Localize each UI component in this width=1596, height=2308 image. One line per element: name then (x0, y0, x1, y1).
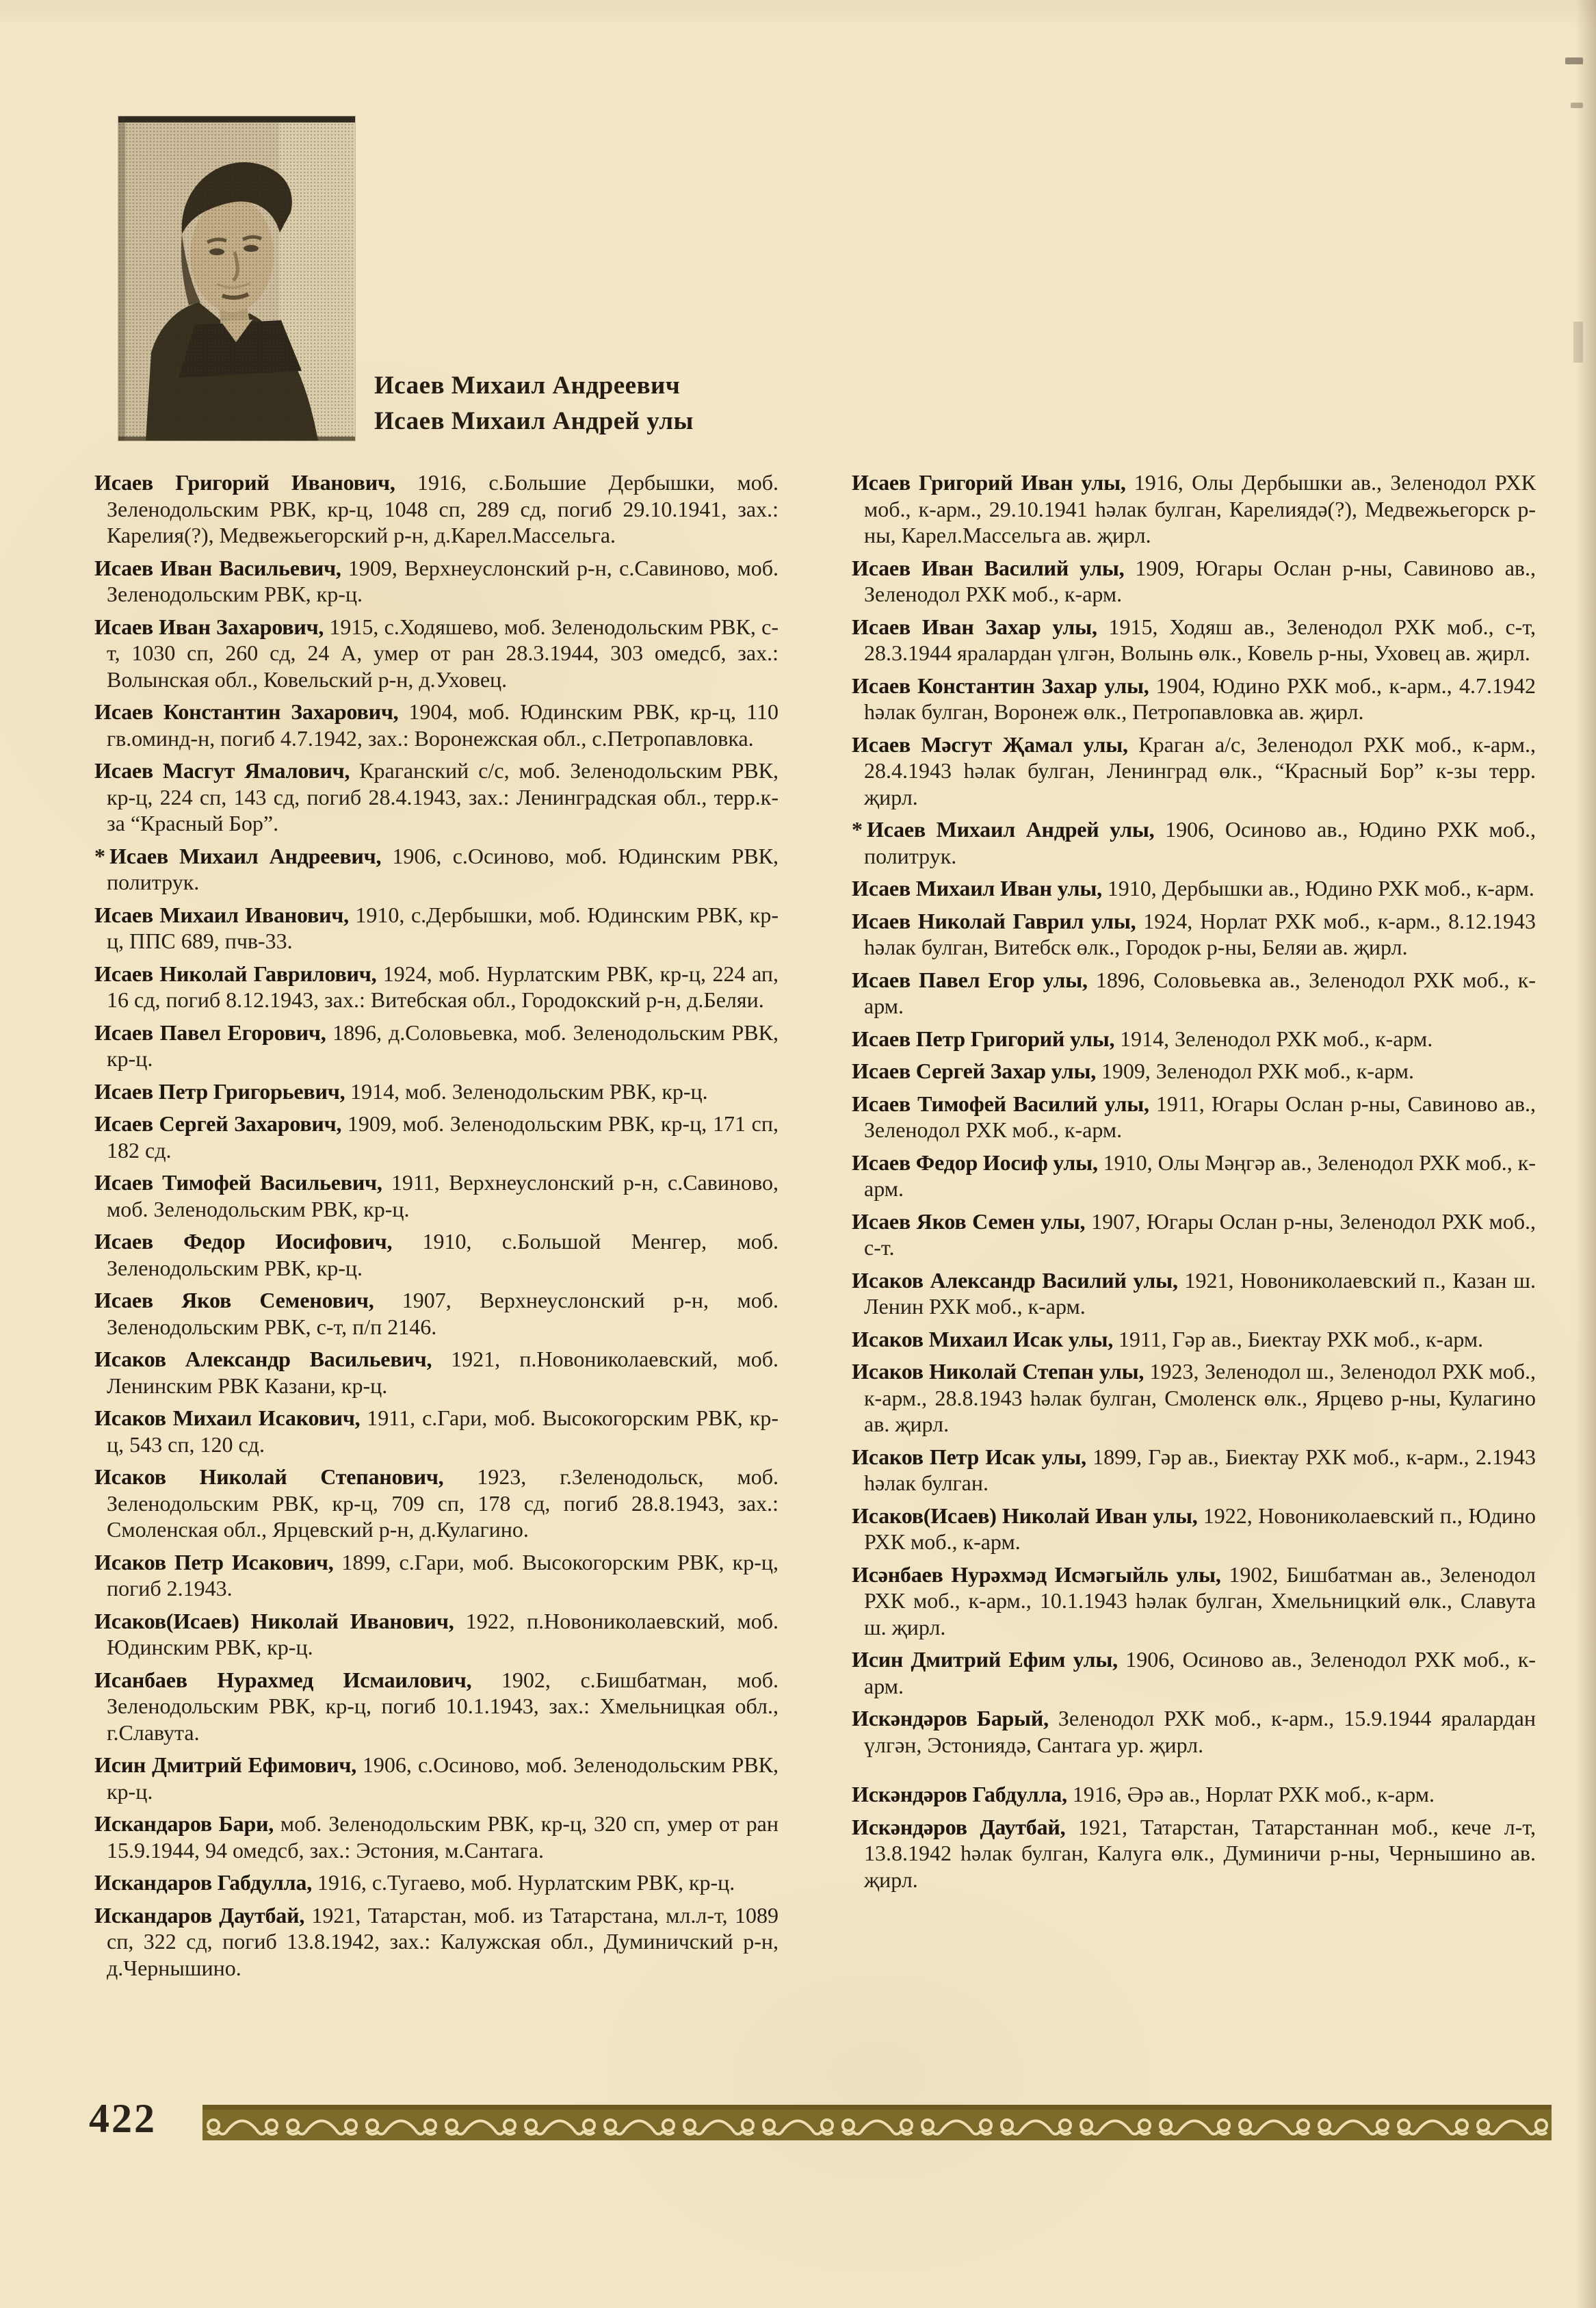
memorial-entry (852, 1358, 1536, 1438)
entry-details: 1916, Олы Дербышки ав., Зеленодол РХК моб., к-арм., 29.10.1941 һәлак булган, Карелиядә(?), Медвежьегорск р-ны, Карел.Массельга ав. җирл. (864, 470, 1536, 547)
memorial-photo (118, 116, 355, 441)
memorial-entry (852, 1781, 1536, 1808)
entry-name: Исаев Григорий Иван улы, (852, 470, 1134, 495)
page-number: 422 (89, 2096, 157, 2141)
entry-details: 1924, Норлат РХК моб., к-арм., 8.12.1943 һәлак булган, Витебск өлк., Городок р-ны, Беляи ав. җирл. (864, 908, 1536, 959)
photo-caption-russian: Исаев Михаил Андреевич (374, 372, 681, 400)
memorial-entry (852, 555, 1536, 608)
entry-details: 1911, Верхнеуслонский р-н, с.Савиново, моб. Зеленодольским РВК, кр-ц. (107, 1170, 779, 1221)
entry-details: 1906, с.Осиново, моб. Зеленодольским РВК, кр-ц. (107, 1752, 779, 1804)
entry-details: 1907, Югары Ослан р-ны, Зеленодол РХК моб., с-т. (864, 1208, 1536, 1260)
entry-details: 1896, Соловьевка ав., Зеленодол РХК моб., к-арм. (864, 967, 1536, 1018)
memorial-entry (852, 1444, 1536, 1496)
memorial-entry (852, 1705, 1536, 1758)
entry-name: Исаков Александр Васильевич, (94, 1347, 452, 1371)
entry-name: Исаев Михаил Андреевич, (109, 843, 393, 868)
memorial-entry (852, 731, 1536, 811)
entry-name: Исәнбаев Нурәхмәд Исмәгыйль улы, (852, 1561, 1229, 1587)
entry-name: Исаев Яков Семенович, (94, 1288, 402, 1312)
entry-name: Исаков Николай Степан улы, (852, 1359, 1150, 1384)
entry-details: 1909, Верхнеуслонский р-н, с.Савиново, моб. Зеленодольским РВК, кр-ц. (107, 555, 779, 606)
entry-details: 1906, Осиново ав., Зеленодол РХК моб., к-арм. (864, 1647, 1536, 1698)
memorial-entry (94, 1667, 779, 1746)
entry-details: 1916, с.Тугаево, моб. Нурлатским РВК, кр-ц. (317, 1870, 735, 1895)
memorial-entry (852, 1026, 1536, 1052)
entry-details: 1915, с.Ходяшево, моб. Зеленодольским РВК, с-т, 1030 сп, 260 сд, 24 А, умер от ран 28.3.1944, 303 омедсб, зах.: Волынская обл., Ковельский р-н, д.Уховец. (107, 614, 779, 692)
entry-name: Исаев Масгут Ямалович, (94, 758, 360, 783)
column-russian-entries (94, 469, 779, 1987)
column-tatar-entries (852, 469, 1536, 1899)
entry-name: Исаев Константин Захар улы, (852, 673, 1156, 698)
scan-artifact (1571, 103, 1583, 108)
memorial-entry (852, 614, 1536, 666)
memorial-entry (94, 1287, 779, 1340)
entry-name: Искәндәров Габдулла, (852, 1782, 1073, 1806)
entry-details: 1909, моб. Зеленодольским РВК, кр-ц, 171 сп, 182 сд. (107, 1111, 779, 1163)
entry-name: Искандаров Габдулла, (94, 1870, 317, 1895)
entry-name: Исаков Николай Степанович, (94, 1464, 478, 1489)
memorial-entry (852, 1058, 1536, 1085)
entry-name: Исаев Николай Гаврилович, (94, 961, 383, 986)
memorial-entry (94, 1020, 779, 1072)
entry-details: 1921, Татарстан, моб. из Татарстана, мл.л-т, 1089 сп, 322 сд, погиб 13.8.1942, зах.: Калужская обл., Думиничский р-н, д.Чернышино. (107, 1902, 779, 1980)
photo-caption (374, 368, 694, 439)
entry-details: 1914, моб. Зеленодольским РВК, кр-ц. (350, 1078, 708, 1104)
entry-details: 1904, моб. Юдинским РВК, кр-ц, 110 гв.оминд-н, погиб 4.7.1942, зах.: Воронежская обл., с.Петропавловка. (107, 699, 779, 751)
entry-details: Краган а/с, Зеленодол РХК моб., к-арм., 28.4.1943 һәлак булган, Ленинград өлк., “Красный Бор” к-зы терр. җирл. (864, 731, 1536, 809)
memorial-entry (852, 816, 1536, 869)
entry-name: Исаев Михаил Иван улы, (852, 876, 1108, 900)
memorial-entry (852, 1091, 1536, 1143)
memorial-entry (94, 1811, 779, 1863)
memorial-entry (94, 469, 779, 549)
entry-name: Исин Дмитрий Ефимович, (94, 1752, 363, 1777)
entry-name: Исаков(Исаев) Николай Иванович, (94, 1608, 466, 1633)
entry-name: Искәндәров Барый, (852, 1706, 1058, 1730)
entry-details: 1911, Гәр ав., Биектау РХК моб., к-арм. (1118, 1326, 1484, 1351)
entry-details: 1906, Осиново ав., Юдино РХК моб., политрук. (864, 817, 1536, 868)
entry-details: 1911, с.Гари, моб. Высокогорским РВК, кр-ц, 543 сп, 120 сд. (107, 1405, 779, 1457)
memorial-entry (94, 699, 779, 751)
memorial-entry (94, 1869, 779, 1896)
memorial-entry (852, 1561, 1536, 1641)
entry-name: Исаков Михаил Исакович, (94, 1405, 367, 1430)
memorial-entry (94, 1902, 779, 1982)
entry-name: Исаев Петр Григорий улы, (852, 1026, 1121, 1051)
entry-name: Исаев Константин Захарович, (94, 699, 409, 724)
memorial-entry (94, 1111, 779, 1163)
entry-name: Исаев Сергей Захарович, (94, 1111, 348, 1136)
ornament-band-graphic (202, 2105, 1552, 2140)
entry-details: 1899, с.Гари, моб. Высокогорским РВК, кр-ц, погиб 2.1943. (107, 1549, 779, 1600)
entry-name: Исаев Иван Захарович, (94, 614, 330, 639)
memorial-entry (94, 843, 779, 896)
scan-artifact (1565, 57, 1583, 64)
entry-details: 1902, с.Бишбатман, моб. Зеленодольским РВК, кр-ц, погиб 10.1.1943, зах.: Хмельницкая обл., г.Славута. (107, 1667, 779, 1745)
entry-details: 1909, Зеленодол РХК моб., к-арм. (1101, 1059, 1414, 1083)
entry-name: Исаев Павел Егор улы, (852, 967, 1096, 992)
entry-details: 1904, Юдино РХК моб., к-арм., 4.7.1942 һәлак булган, Воронеж өлк., Петропавловка ав. җирл. (864, 673, 1536, 724)
entry-details: 1914, Зеленодол РХК моб., к-арм. (1120, 1026, 1433, 1051)
entry-details: Зеленодол РХК моб., к-арм., 15.9.1944 яралардан үлгән, Эстониядә, Сантага ур. җирл. (864, 1706, 1536, 1757)
entry-name: Исаев Яков Семен улы, (852, 1208, 1092, 1234)
memorial-entry (94, 1608, 779, 1661)
entry-name: Исаев Иван Васильевич, (94, 555, 348, 580)
memorial-entry (94, 961, 779, 1013)
entry-details: 1916, с.Большие Дербышки, моб. Зеленодольским РВК, кр-ц, 1048 сп, 289 сд, погиб 29.10.1941, зах.: Карелия(?), Медвежьегорский р-н, д.Карел.Массельга. (107, 470, 779, 547)
memorial-entry (852, 1646, 1536, 1699)
entry-details: 1922, п.Новониколаевский, моб. Юдинским РВК, кр-ц. (107, 1608, 779, 1659)
memorial-entry (852, 875, 1536, 902)
entry-name: Исаков Петр Исакович, (94, 1549, 342, 1574)
entry-name: Исаев Федор Иосифович, (94, 1229, 423, 1254)
memorial-entry (852, 1814, 1536, 1893)
memorial-entry (852, 1326, 1536, 1353)
entry-name: Исаев Иван Захар улы, (852, 614, 1109, 639)
entry-name: Исаев Петр Григорьевич, (94, 1078, 351, 1104)
entry-details: 1902, Бишбатман ав., Зеленодол РХК моб., к-арм., 10.1.1943 һәлак булган, Хмельницкий өлк., Славута ш. җирл. (864, 1561, 1536, 1639)
entry-name: Исаев Павел Егорович, (94, 1020, 333, 1045)
memorial-entry (852, 1208, 1536, 1261)
memorial-entry (852, 1503, 1536, 1555)
entry-details: 1910, с.Большой Менгер, моб. Зеленодольским РВК, кр-ц. (107, 1229, 779, 1280)
entry-details: Краганский с/с, моб. Зеленодольским РВК, кр-ц, 224 сп, 143 сд, погиб 28.4.1943, зах.: Ленинградская обл., терр.к-за “Красный Бор”. (107, 758, 779, 835)
memorial-entry (852, 1267, 1536, 1320)
entry-details: 1910, Олы Мәңгәр ав., Зеленодол РХК моб., к-арм. (864, 1150, 1536, 1201)
memorial-entry (852, 967, 1536, 1020)
memorial-entry (94, 1169, 779, 1222)
entry-details: 1922, Новониколаевский п., Юдино РХК моб., к-арм. (864, 1503, 1536, 1554)
entry-name: Исаков Михаил Исак улы, (852, 1326, 1118, 1351)
memorial-entry (94, 1752, 779, 1804)
memorial-entry (94, 1549, 779, 1602)
memorial-entry (94, 1228, 779, 1281)
entry-name: Исаев Тимофей Василий улы, (852, 1091, 1156, 1116)
photo-caption-tatar: Исаев Михаил Андрей улы (374, 407, 694, 435)
entry-name: Исаев Николай Гаврил улы, (852, 908, 1144, 933)
memorial-entry (94, 1346, 779, 1399)
entry-details: 1924, моб. Нурлатским РВК, кр-ц, 224 ап, 16 сд, погиб 8.12.1943, зах.: Витебская обл., Городокский р-н, д.Беляи. (107, 961, 779, 1012)
entry-name: Исаев Федор Иосиф улы, (852, 1150, 1103, 1175)
portrait-photo-graphic (118, 116, 355, 441)
asterisk-marker: * (94, 843, 105, 868)
memorial-entry (852, 1150, 1536, 1202)
memorial-entry (94, 1078, 779, 1105)
entry-details: 1910, с.Дербышки, моб. Юдинским РВК, кр-ц, ППС 689, пчв-33. (107, 902, 779, 953)
entry-details: 1921, п.Новониколаевский, моб. Ленинским РВК Казани, кр-ц. (107, 1347, 779, 1398)
entry-name: Искәндәров Даутбай, (852, 1814, 1079, 1839)
entry-name: Исаев Григорий Иванович, (94, 470, 417, 495)
entry-details: 1921, Новониколаевский п., Казан ш. Ленин РХК моб., к-арм. (864, 1267, 1536, 1319)
entry-name: Исаков Александр Василий улы, (852, 1267, 1185, 1293)
ornament-band (202, 2105, 1552, 2140)
entry-name: Искандаров Даутбай, (94, 1902, 312, 1928)
entry-details: 1909, Югары Ослан р-ны, Савиново ав., Зеленодол РХК моб., к-арм. (864, 555, 1536, 606)
entry-details: 1906, с.Осиново, моб. Юдинским РВК, политрук. (107, 843, 779, 894)
entry-name: Искандаров Бари, (94, 1811, 280, 1836)
entry-details: 1907, Верхнеуслонский р-н, моб. Зеленодольским РВК, с-т, п/п 2146. (107, 1288, 779, 1339)
entry-details: 1915, Ходяш ав., Зеленодол РХК моб., с-т, 28.3.1944 яралардан үлгән, Волынь өлк., Ковель р-ны, Уховец ав. җирл. (864, 614, 1536, 665)
memorial-entry (94, 614, 779, 693)
entry-name: Исаев Мәсгут Җамал улы, (852, 731, 1139, 757)
entry-details: моб. Зеленодольским РВК, кр-ц, 320 сп, умер от ран 15.9.1944, 94 омедсб, зах.: Эстония, м.Сантага. (107, 1811, 779, 1863)
entry-name: Исаев Тимофей Васильевич, (94, 1170, 391, 1195)
asterisk-marker: * (852, 817, 863, 842)
memorial-entry (94, 1464, 779, 1543)
scan-artifact (1573, 322, 1583, 363)
entry-name: Исаев Михаил Иванович, (94, 902, 356, 927)
entry-details: 1923, г.Зеленодольск, моб. Зеленодольским РВК, кр-ц, 709 сп, 178 сд, погиб 28.8.1943, зах.: Смоленская обл., Ярцевский р-н, д.Кулагино. (107, 1464, 779, 1542)
memorial-entry (852, 908, 1536, 961)
memorial-entry (852, 673, 1536, 725)
entry-details: 1923, Зеленодол ш., Зеленодол РХК моб., к-арм., 28.8.1943 һәлак булган, Смоленск өлк., Ярцево р-ны, Кулагино ав. җирл. (864, 1359, 1536, 1436)
memorial-entry (94, 1405, 779, 1457)
entry-name: Исаев Иван Василий улы, (852, 555, 1136, 580)
entry-name: Исанбаев Нурахмед Исмаилович, (94, 1667, 501, 1692)
entry-name: Исаев Михаил Андрей улы, (867, 817, 1166, 842)
memorial-entry (94, 555, 779, 608)
memorial-entry (94, 902, 779, 955)
entry-details: 1899, Гәр ав., Биектау РХК моб., к-арм., 2.1943 һәлак булган. (864, 1444, 1536, 1495)
entry-details: 1921, Татарстан, Татарстаннан моб., кече л-т, 13.8.1942 һәлак булган, Калуга өлк., Думиничи р-ны, Чернышино ав. җирл. (864, 1814, 1536, 1892)
entry-details: 1911, Югары Ослан р-ны, Савиново ав., Зеленодол РХК моб., к-арм. (864, 1091, 1536, 1142)
entry-name: Исаев Сергей Захар улы, (852, 1059, 1101, 1083)
entry-details: 1896, д.Соловьевка, моб. Зеленодольским РВК, кр-ц. (107, 1020, 779, 1071)
entry-name: Исаков Петр Исак улы, (852, 1444, 1093, 1469)
memorial-entry (852, 469, 1536, 549)
entry-details: 1910, Дербышки ав., Юдино РХК моб., к-арм. (1107, 876, 1534, 900)
entry-details: 1916, Әрә ав., Норлат РХК моб., к-арм. (1072, 1782, 1435, 1806)
entry-name: Исаков(Исаев) Николай Иван улы, (852, 1503, 1203, 1528)
memorial-entry (94, 757, 779, 837)
entry-name: Исин Дмитрий Ефим улы, (852, 1647, 1126, 1672)
